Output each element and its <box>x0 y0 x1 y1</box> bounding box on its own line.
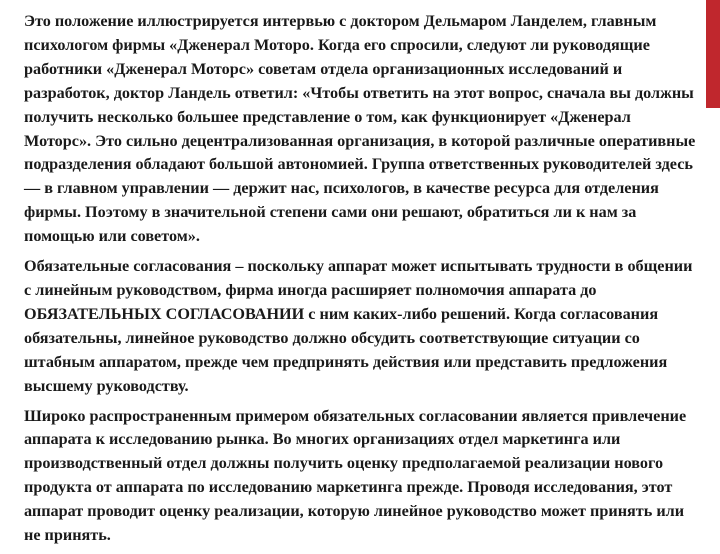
paragraph-2: Обязательные согласования – поскольку аппарат может испытывать трудности в общении с линейным руководством, фирма иногда расширяет полномочия аппарата до ОБЯЗАТЕЛЬНЫХ СОГЛАСОВАНИИ с ним каких-либо решений. Когда согласования обязательны, линейное руководство должно обсудить соответствующие ситуации со штабным аппаратом, прежде чем предпринять действия или представить предложения высшему руководству. <box>24 257 693 395</box>
paragraph-1: Это положение иллюстрируется интервью с доктором Дельмаром Ланделем, главным психологом фирмы «Дженерал Моторо. Когда его спросили, следуют ли руководящие работники «Дженерал Моторс» советам отдела организационных исследований и разработок, доктор Ландель ответил: «Чтобы ответить на этот вопрос, сначала вы должны получить несколько большее представление о том, как функционирует «Дженерал Моторс». Это сильно децентрализованная организация, в которой различные оперативные подразделения обладают большой автономией. Группа ответственных руководителей здесь — в главном управлении — держит нас, психологов, в качестве ресурса для отделения фирмы. Поэтому в значительной степени сами они решают, обратиться ли к нам за помощью или советом». <box>24 12 696 246</box>
accent-bar <box>706 0 720 108</box>
slide-text-body <box>24 10 702 554</box>
paragraph-3: Широко распространенным примером обязательных согласовании является привлечение аппарата к исследованию рынка. Во многих организациях отдел маркетинга или производственный отдел должны получить оценку предполагаемой реализации нового продукта от аппарата по исследованию маркетинга прежде. Проводя исследования, этот аппарат проводит оценку реализации, которую линейное руководство может принять или не принять. <box>24 406 687 545</box>
